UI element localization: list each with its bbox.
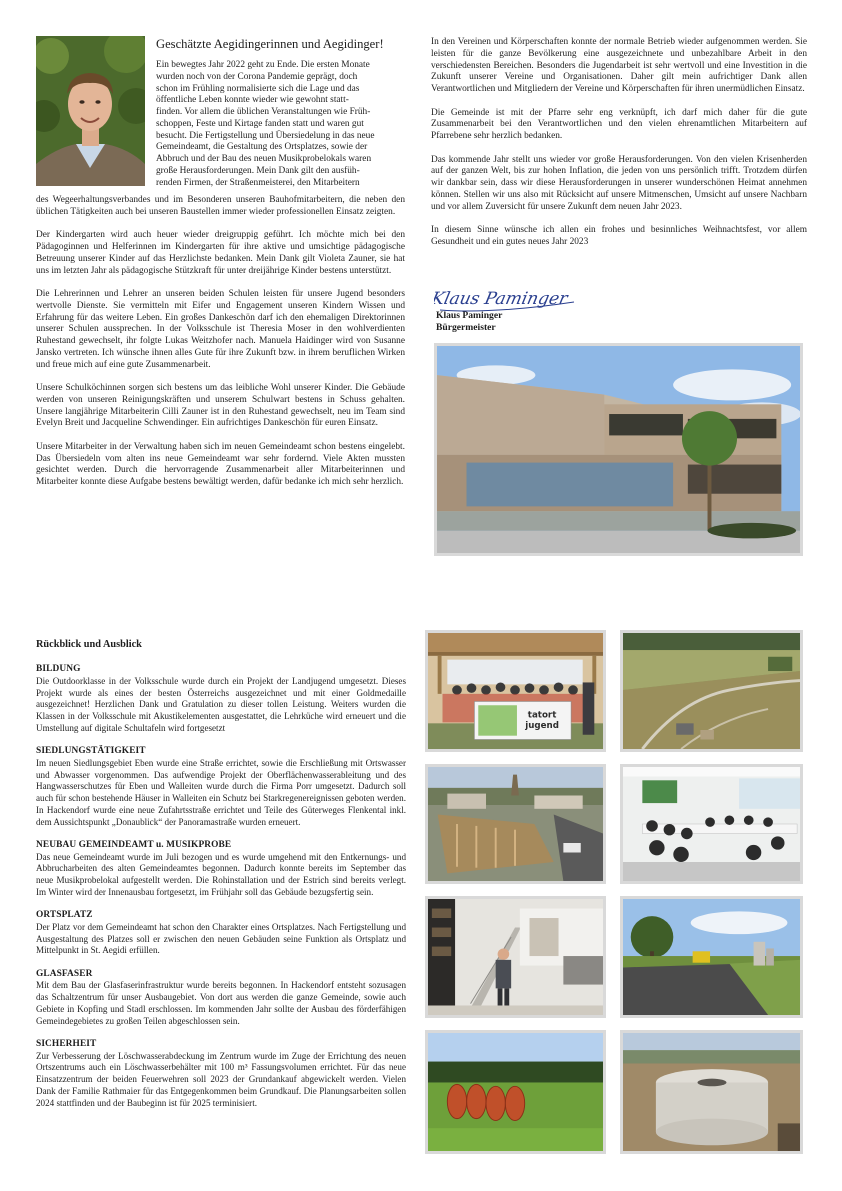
intro-paragraph <box>156 60 405 189</box>
intro-line: finden. Vor allem die üblichen Veranstaltungen wie Früh- <box>156 107 371 117</box>
settlement-aerial-photo <box>620 630 803 752</box>
administration-paragraph: Unsere Mitarbeiter in der Verwaltung haben sich im neuen Gemeindeamt schon bestens eingelebt. Das Übersiedeln vom alten ins neue Gemeindeamt war sehr fordernd. Viele Akten mussten gesichtet werden. Durch die hervorragende Zusammenarbeit aller Mitarbeiterinnen und Mitarbeiter konnte diese Aufgabe bestens bewältigt werden, dafür bedanke ich mich sehr herzlich. <box>36 441 405 487</box>
review-title: Rückblick und Ausblick <box>36 639 142 650</box>
outdoor-classroom-photo <box>425 630 606 752</box>
section-heading-bildung: BILDUNG <box>36 664 81 674</box>
section-heading-ortsplatz: ORTSPLATZ <box>36 910 93 920</box>
section-heading-neubau: NEUBAU GEMEINDEAMT u. MUSIKPROBE <box>36 839 232 850</box>
road-paving-photo <box>620 896 803 1018</box>
intro-line: Gemeindeamt, die Gestaltung des Ortsplatzes, sowie der <box>156 142 368 153</box>
letter-left-column <box>36 195 405 501</box>
section-heading-sicherheit: SICHERHEIT <box>36 1038 97 1049</box>
intro-line: schon im Frühling normalisierte sich die Lage und das <box>156 83 360 94</box>
signature-script: Klaus Paminger <box>434 289 570 309</box>
fiber-cable-drums-photo <box>425 1030 606 1154</box>
banner-line2: jugend <box>525 721 559 732</box>
signer-title: Bürgermeister <box>436 322 496 333</box>
parish-paragraph: Die Gemeinde ist mit der Pfarre sehr eng verknüpft, ich darf mich daher für die gute Zusammenarbeit bei den Verantwortlichen und den vielen ehrenamtlichen Mitarbeitern auf Pfarrebene sehr herzlich bedanken. <box>431 107 807 141</box>
banner-line1: tatort <box>527 710 557 721</box>
review-sections <box>36 664 406 1109</box>
letter-right-column <box>431 37 807 260</box>
wishes-paragraph: In diesem Sinne wünsche ich allen ein frohes und besinnliches Weihnachtsfest, vor allem Gesundheit und ein gutes neues Jahr 2023 <box>431 225 807 247</box>
school-staff-paragraph: Unsere Schulköchinnen sorgen sich bestens um das leibliche Wohl unserer Kinder. Die Gebäude werden von unseren Reinigungskräften und unserem Schulwart bestens in Schuss gehalten. Unsere langjährige Mitarbeiterin Cilli Zauner ist in den Ruhestand gewechselt, neu im Team sind Evelyn Breit und Jacqueline Schwendinger. Ein aufrichtiges Dankeschön für euren Einsatz. <box>36 383 405 429</box>
construction-aerial-photo <box>425 764 606 884</box>
intro-line: wurden noch von der Corona Pandemie geprägt, doch <box>156 71 358 82</box>
teachers-paragraph: Die Lehrerinnen und Lehrer an unseren beiden Schulen leisten für unsere Jugend besonders wertvolle Dienste. Sie vermitteln mit Eifer und Engagement unseren Kindern Wissen und Erfahrung für das weitere Leben. Ein großes Dankeschön darf ich den ehemaligen Direktorinnen unserer Schulen aussprechen. In der Volksschule ist Theresia Moser in den wohlverdienten Ruhestand gewechselt, ihr folgte Lukas Weitzhofer nach. Manuela Haidinger wird von Susanne Jansko vertreten. Ich wünsche ihnen alles Gute für ihre Zukunft bzw. in ihrem beruflichen Wirken und freue mich auf eine gute Zusammenarbeit. <box>36 289 405 370</box>
signer-name: Klaus Paminger <box>436 310 503 321</box>
intro-line: Abbruch und der Bau des neuen Musikprobelokals waren <box>156 154 372 164</box>
water-tank-photo <box>620 1030 803 1154</box>
section-text-sicherheit: Zur Verbesserung der Löschwasserabdeckung im Zentrum wurde im Zuge der Errichtung des neuen Ortszentrums auch ein Löschwasserbehälter mit 100 m³ Fassungsvolumen errichtet. Für das neue Einsatzzentrum der beiden Feuerwehren soll 2023 der Grundankauf abgewickelt werden. Vielen Dank der Familie Rathmaier für das Entgegenkommen beim Grundkauf. Die Planungsarbeiten sollen 2024 stattfinden und der Baubeginn ist für 2025 terminisiert. <box>36 1050 406 1108</box>
section-text-bildung: Die Outdoorklasse in der Volksschule wurde durch ein Projekt der Landjugend umgesetzt. Dieses Projekt wurde als eines der besten Österreichs ausgezeichnet und mit einer Goldmedaille ausgezeichnet! Herzlichen Dank und Gratulation zu dieser tollen Leistung. Weiters wurden die Klassen in der Volksschule mit Akustikelementen ausgestattet, die Lehrküche wird erneuert und die Umstellung auf digitale Schultafeln wird fortgesetzt <box>36 675 406 733</box>
building-photo <box>434 343 803 556</box>
mayor-portrait <box>36 36 145 186</box>
intro-line: Ein bewegtes Jahr 2022 geht zu Ende. Die ersten Monate <box>156 60 370 70</box>
intro-line: große Herausforderungen. Mein Dank gilt den ausfüh- <box>156 165 360 176</box>
meeting-room-photo <box>620 764 803 884</box>
section-text-glasfaser: Mit dem Bau der Glasfaserinfrastruktur wurde bereits begonnen. In Hackendorf entsteht sozusagen das Schaltzentrum für unser Ausbaugebiet. Von dort aus werden die ganze Gemeinde, sowie auch Gebiete in Kopfing und Stadl erschlossen. Im kommenden Jahr sollte der Ausbau des förderfähigen Gemeindegebietes zu großen Teilen abgeschlossen sein. <box>36 980 406 1026</box>
interior-staircase-photo <box>425 896 606 1018</box>
intro-continuation: des Wegeerhaltungsverbandes und im Besonderen unseren Bauhofmitarbeitern, die neben den üblichen Tätigkeiten auch bei unseren Baustellen immer wieder professionellen Einsatz zeigten. <box>36 195 405 217</box>
intro-line: schoppen, Feste und Kirtage fanden statt und waren gut <box>156 118 364 129</box>
greeting-heading: Geschätzte Aegidingerinnen und Aegidinger! <box>156 37 384 51</box>
associations-paragraph: In den Vereinen und Körperschaften konnte der normale Betrieb wieder aufgenommen werden. Sie leisten für die ganze Bevölkerung eine ausgezeichnete und unbezahlbare Arbeit in den verschiedensten Bereichen. Besonders die Jugendarbeit ist sehr wertvoll und eine Investition in die Zukunft unserer Vereine und Organisationen. Daher gilt mein aufrichtiger Dank allen Verantwortlichen und Mitgliedern der Vereine und Körperschaften für ihren unermüdlichen Einsatz. <box>431 37 807 94</box>
outlook-paragraph: Das kommende Jahr stellt uns wieder vor große Herausforderungen. Von den vielen Krisenherden auf der ganzen Welt, bis zur hohen Inflation, die jeden von uns persönlich trifft. Trotzdem dürfen wir dankbar sein, dass wir diese Herausforderungen in unserer wunderschönen Heimat annehmen können. Stellen wir uns also mit Rücksicht auf unsere Mitmenschen, Umsicht auf unsere Nachbarn und vor allem Zuversicht für unsere Zukunft dem neuen Jahr 2023. <box>431 154 807 212</box>
section-heading-glasfaser: GLASFASER <box>36 968 93 979</box>
section-text-neubau: Das neue Gemeindeamt wurde im Juli bezogen und es wurde umgehend mit den Entkernungs- und Abbrucharbeiten des alten Gemeindeamtes begonnen. Dadurch konnte bereits im September das neue Musikprobelokal aufgestellt werden. Die Rohinstallation und der Estrich sind bereits verlegt. Im Winter wird der Innenausbau fortgesetzt, im Frühjahr soll das Gebäude bezugsfertig sein. <box>36 851 406 897</box>
section-text-siedlung: Im neuen Siedlungsgebiet Eben wurde eine Straße errichtet, sowie die Erschließung mit Ortswasser und Abwasser vorgenommen. Das aufwendige Projekt der Oberflächenwasserableitung und des Hangwasserschutzes für Eben und Walleiten wurde durch die Firma Porr umgesetzt. Dadurch soll auch für schon bestehende Häuser in Walleiten ein Schutz bei Starkregenereignissen geboten werden. In Hackendorf wurde eine neue Zufahrtsstraße errichtet und Teile des Güterweges Flenkental inkl. dem Aussichtspunkt „Donaublick“ der Panoramastraße wurden erneuert. <box>36 757 406 827</box>
kindergarten-paragraph: Der Kindergarten wird auch heuer wieder dreigruppig geführt. Ich möchte mich bei den Pädagoginnen und Helferinnen im Kindergarten für ihre aktive und umsichtige pädagogische Betreuung unserer Kinder auf das Herzlichste bedanken. Mein Dank gilt Violeta Zauner, sie hat uns im letzten Jahr als pädagogische Stützkraft für unter dreijährige Kinder bestens unterstützt. <box>36 230 405 276</box>
intro-line: öffentliche Leben konnte wieder wie gewohnt statt- <box>156 95 349 106</box>
intro-line: besucht. Die Fertigstellung und Übersiedelung in das neue <box>156 130 375 141</box>
section-heading-siedlung: SIEDLUNGSTÄTIGKEIT <box>36 746 146 756</box>
intro-line: renden Firmen, der Straßenmeisterei, den Mitarbeitern <box>156 177 360 188</box>
section-text-ortsplatz: Der Platz vor dem Gemeindeamt hat schon den Charakter eines Ortsplatzes. Nach Fertigstellung und Ausgestaltung des Platzes soll er zwischen den neuen Gebäuden seine Funktion als Ortsplatz und Mittelpunkt in St. Aegidi erfüllen. <box>36 921 406 956</box>
